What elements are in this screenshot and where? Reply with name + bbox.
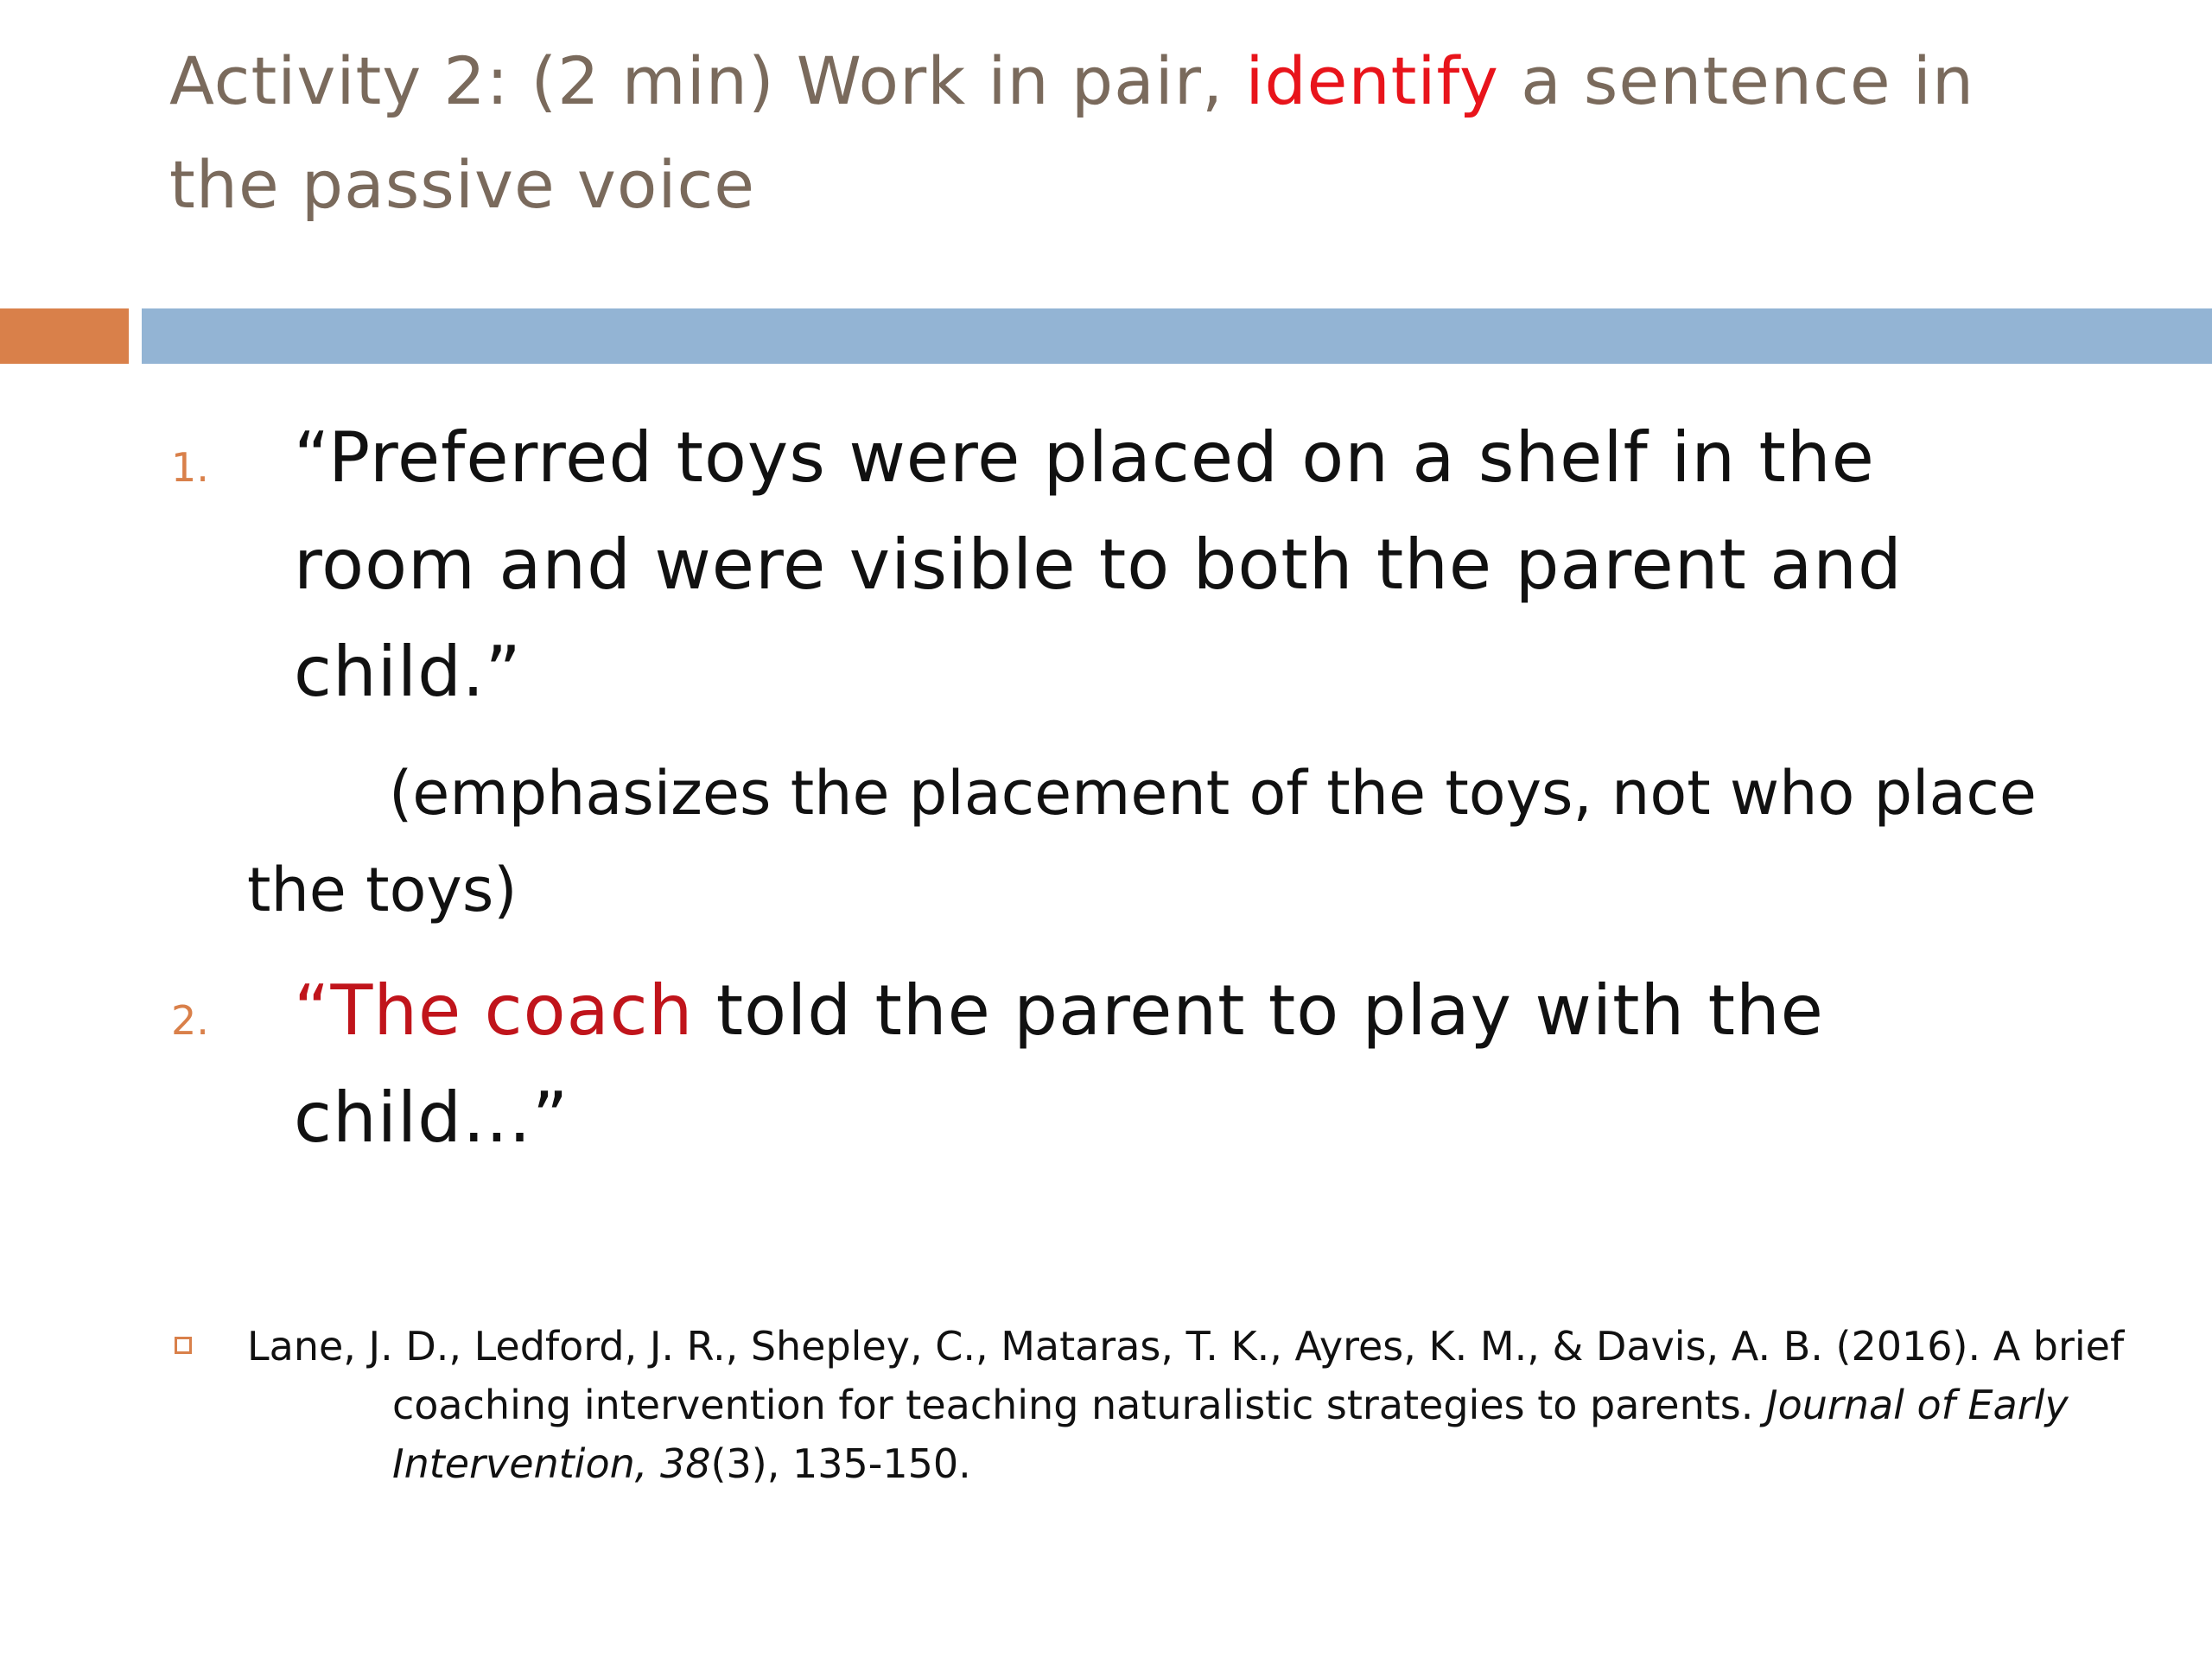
reference-issue: (3) [710, 1440, 767, 1487]
title-divider-blue [142, 308, 2212, 364]
reference-pages: , 135-150. [766, 1440, 971, 1487]
item-2-red-text: “The coach [294, 970, 694, 1051]
title-prefix: Activity 2: (2 min) Work in pair, [169, 42, 1246, 119]
item-2-number: 2. [171, 997, 209, 1044]
item-2-rest-text: told the parent to play with the child…” [294, 970, 1824, 1158]
item-1-note: (emphasizes the placement of the toys, not who place the toys) [247, 758, 2037, 925]
title-suffix: a sentence in the passive voice [169, 42, 1975, 223]
item-1-number: 1. [171, 444, 209, 491]
hollow-square-bullet-icon [175, 1337, 192, 1354]
reference-journal: Journal of Early Intervention, 38 [392, 1382, 2069, 1487]
item-2-text [294, 957, 1987, 1172]
slide-title [169, 29, 2105, 237]
reference-authors: Lane, J. D., Ledford, J. R., Shepley, C., Mataras, T. K., Ayres, K. M., & Davis, A. B. (2016). A brief coaching intervention for teaching naturalistic strategies to parents. [247, 1323, 2125, 1428]
title-divider-orange [0, 308, 129, 364]
reference-citation [247, 1317, 2198, 1493]
item-1-text: “Preferred toys were placed on a shelf in the room and were visible to both the parent and child.” [294, 417, 1903, 712]
title-highlight: identify [1245, 42, 1499, 119]
